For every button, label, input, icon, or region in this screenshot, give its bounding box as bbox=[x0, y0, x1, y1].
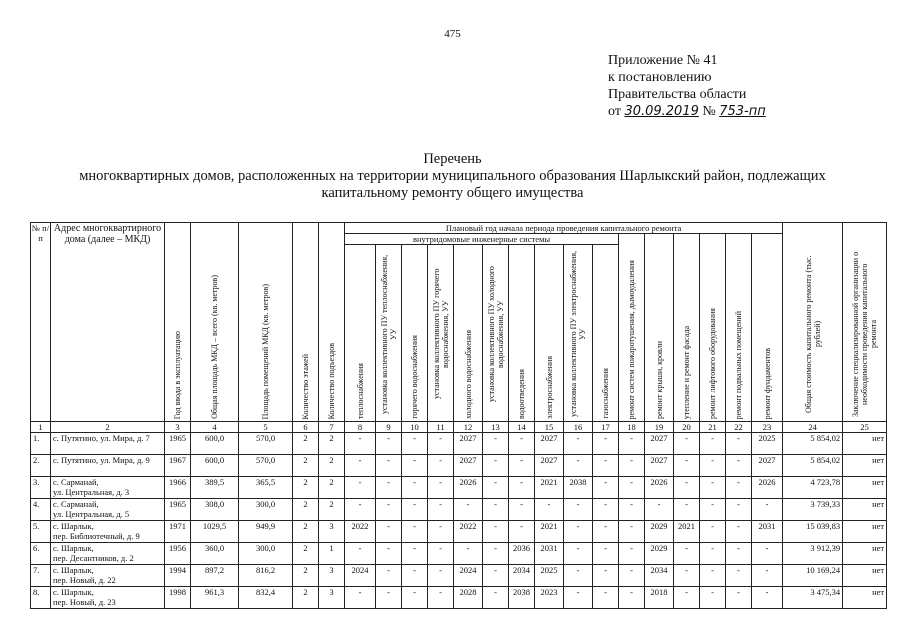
row-work-year: - bbox=[509, 499, 535, 521]
row-work-year: 2027 bbox=[535, 455, 564, 477]
column-number: 17 bbox=[593, 422, 619, 433]
row-floors: 2 bbox=[293, 499, 319, 521]
row-work-year: - bbox=[674, 499, 700, 521]
column-number: 5 bbox=[239, 422, 293, 433]
row-work-year: - bbox=[619, 587, 645, 609]
header-work-10: газоснабжения bbox=[593, 245, 619, 422]
row-work-year: 2027 bbox=[645, 433, 674, 455]
row-work-year: - bbox=[593, 565, 619, 587]
row-work-year: - bbox=[593, 543, 619, 565]
column-number: 10 bbox=[402, 422, 428, 433]
row-work-year: - bbox=[564, 455, 593, 477]
row-work-year: 2027 bbox=[454, 455, 483, 477]
row-work-year: - bbox=[674, 455, 700, 477]
row-work-year: - bbox=[619, 477, 645, 499]
row-work-year: - bbox=[726, 455, 752, 477]
table-row bbox=[31, 521, 887, 543]
row-year-built: 1965 bbox=[165, 499, 191, 521]
row-total-area: 961,3 bbox=[191, 587, 239, 609]
row-work-year: - bbox=[674, 565, 700, 587]
row-work-year: - bbox=[483, 433, 509, 455]
row-conclusion: нет bbox=[843, 455, 887, 477]
row-work-year: - bbox=[428, 499, 454, 521]
row-work-year: 2029 bbox=[645, 521, 674, 543]
row-premises-area: 832,4 bbox=[239, 587, 293, 609]
row-entrances: 1 bbox=[319, 543, 345, 565]
row-work-year: - bbox=[483, 543, 509, 565]
title-line-2: многоквартирных домов, расположенных на территории муниципального образования Шарлыкский район, подлежащих bbox=[79, 168, 826, 184]
row-premises-area: 365,5 bbox=[239, 477, 293, 499]
row-address bbox=[51, 455, 165, 477]
row-total-area: 600,0 bbox=[191, 455, 239, 477]
row-number: 8. bbox=[31, 587, 51, 609]
column-number: 4 bbox=[191, 422, 239, 433]
column-number: 6 bbox=[293, 422, 319, 433]
row-entrances: 2 bbox=[319, 477, 345, 499]
row-floors: 2 bbox=[293, 587, 319, 609]
row-cost: 4 723,78 bbox=[783, 477, 843, 499]
row-work-year: - bbox=[593, 521, 619, 543]
row-work-year: - bbox=[726, 543, 752, 565]
row-work-year: - bbox=[726, 521, 752, 543]
row-work-year: - bbox=[402, 587, 428, 609]
row-conclusion: нет bbox=[843, 521, 887, 543]
row-conclusion: нет bbox=[843, 587, 887, 609]
header-work-1: теплоснабжения bbox=[345, 245, 376, 422]
address-line-1: с. Шарлык, bbox=[53, 543, 94, 553]
row-work-year: 2027 bbox=[645, 455, 674, 477]
row-work-year: - bbox=[593, 587, 619, 609]
row-work-year: - bbox=[726, 587, 752, 609]
appendix-number: 753-пп bbox=[719, 104, 766, 119]
appendix-line-1: Приложение № 41 bbox=[608, 53, 718, 68]
row-premises-area: 300,0 bbox=[239, 543, 293, 565]
row-work-year: - bbox=[402, 543, 428, 565]
housing-register-table bbox=[30, 222, 887, 609]
row-work-year: - bbox=[674, 433, 700, 455]
column-number: 12 bbox=[454, 422, 483, 433]
column-number: 15 bbox=[535, 422, 564, 433]
row-work-year: 2027 bbox=[535, 433, 564, 455]
row-cost: 5 854,02 bbox=[783, 455, 843, 477]
row-work-year: - bbox=[509, 455, 535, 477]
row-address bbox=[51, 477, 165, 499]
table-row bbox=[31, 499, 887, 521]
document-title bbox=[0, 151, 905, 202]
column-number: 25 bbox=[843, 422, 887, 433]
row-work-year: - bbox=[619, 521, 645, 543]
address-line-2: пер. Новый, д. 22 bbox=[53, 575, 116, 585]
header-cost: Общая стоимость капитального ремонта (тыс. рублей) bbox=[783, 223, 843, 422]
row-work-year: - bbox=[376, 433, 402, 455]
row-total-area: 308,0 bbox=[191, 499, 239, 521]
column-number-row bbox=[31, 422, 887, 433]
row-address bbox=[51, 565, 165, 587]
row-address bbox=[51, 499, 165, 521]
row-entrances: 3 bbox=[319, 565, 345, 587]
row-year-built: 1965 bbox=[165, 433, 191, 455]
row-number: 7. bbox=[31, 565, 51, 587]
address-line-1: с. Сарманай, bbox=[53, 477, 99, 487]
header-work-4: установка коллективного ПУ горячего водоснабжения, УУ bbox=[428, 245, 454, 422]
row-work-year: - bbox=[564, 587, 593, 609]
column-number: 1 bbox=[31, 422, 51, 433]
column-number: 7 bbox=[319, 422, 345, 433]
row-work-year: - bbox=[674, 587, 700, 609]
row-work-year: - bbox=[726, 565, 752, 587]
table-row bbox=[31, 587, 887, 609]
row-address bbox=[51, 543, 165, 565]
row-entrances: 2 bbox=[319, 433, 345, 455]
row-work-year: - bbox=[593, 477, 619, 499]
row-work-year: 2021 bbox=[674, 521, 700, 543]
row-work-year: - bbox=[645, 499, 674, 521]
row-work-year: - bbox=[674, 477, 700, 499]
row-work-year: 2026 bbox=[752, 477, 783, 499]
header-entrances: Количество подъездов bbox=[319, 223, 345, 422]
row-work-year: - bbox=[700, 455, 726, 477]
row-work-year: - bbox=[619, 499, 645, 521]
row-work-year: 2034 bbox=[645, 565, 674, 587]
column-number: 9 bbox=[376, 422, 402, 433]
row-work-year: - bbox=[428, 455, 454, 477]
row-work-year: 2023 bbox=[535, 587, 564, 609]
row-conclusion: нет bbox=[843, 543, 887, 565]
header-conclusion: Заключение специализированной организации о необходимости проведения капитального ремонта bbox=[843, 223, 887, 422]
header-work-6: установка коллективного ПУ холодного водоснабжения, УУ bbox=[483, 245, 509, 422]
header-work-5: холодного водоснабжения bbox=[454, 245, 483, 422]
appendix-number-sign: № bbox=[702, 104, 716, 119]
row-work-year: - bbox=[483, 521, 509, 543]
row-work-year: - bbox=[428, 477, 454, 499]
row-work-year: - bbox=[483, 477, 509, 499]
row-work-year: - bbox=[564, 499, 593, 521]
header-total-area: Общая площадь МКД – всего (кв. метров) bbox=[191, 223, 239, 422]
table-row bbox=[31, 565, 887, 587]
appendix-line-3: Правительства области bbox=[608, 87, 747, 102]
row-work-year: - bbox=[619, 433, 645, 455]
row-work-year: 2036 bbox=[509, 543, 535, 565]
column-number: 2 bbox=[51, 422, 165, 433]
row-work-year: - bbox=[428, 587, 454, 609]
row-premises-area: 816,2 bbox=[239, 565, 293, 587]
row-cost: 15 039,83 bbox=[783, 521, 843, 543]
column-number: 18 bbox=[619, 422, 645, 433]
row-work-year: 2026 bbox=[454, 477, 483, 499]
row-total-area: 600,0 bbox=[191, 433, 239, 455]
header-work-16: ремонт фундаментов bbox=[752, 234, 783, 422]
row-conclusion: нет bbox=[843, 477, 887, 499]
row-address bbox=[51, 587, 165, 609]
row-work-year: 2018 bbox=[645, 587, 674, 609]
row-conclusion: нет bbox=[843, 565, 887, 587]
row-floors: 2 bbox=[293, 477, 319, 499]
row-work-year: - bbox=[619, 565, 645, 587]
appendix-date: 30.09.2019 bbox=[624, 104, 699, 119]
row-year-built: 1971 bbox=[165, 521, 191, 543]
row-work-year: - bbox=[674, 543, 700, 565]
row-total-area: 1029,5 bbox=[191, 521, 239, 543]
header-engineering-systems: внутридомовые инженерные системы bbox=[345, 234, 619, 245]
row-work-year: - bbox=[402, 477, 428, 499]
row-work-year: - bbox=[564, 543, 593, 565]
column-number: 24 bbox=[783, 422, 843, 433]
row-number: 2. bbox=[31, 455, 51, 477]
row-work-year: - bbox=[700, 587, 726, 609]
row-work-year: 2038 bbox=[564, 477, 593, 499]
header-work-12: ремонт крыши, кровли bbox=[645, 234, 674, 422]
row-work-year: - bbox=[454, 543, 483, 565]
title-line-1: Перечень bbox=[423, 151, 482, 167]
column-number: 19 bbox=[645, 422, 674, 433]
table-row bbox=[31, 433, 887, 455]
row-work-year: - bbox=[509, 433, 535, 455]
row-work-year: - bbox=[345, 433, 376, 455]
row-work-year: - bbox=[726, 433, 752, 455]
header-floors: Количество этажей bbox=[293, 223, 319, 422]
header-work-14: ремонт лифтового оборудования bbox=[700, 234, 726, 422]
row-work-year: - bbox=[535, 499, 564, 521]
column-number: 14 bbox=[509, 422, 535, 433]
row-work-year: - bbox=[619, 455, 645, 477]
row-floors: 2 bbox=[293, 433, 319, 455]
row-work-year: 2031 bbox=[535, 543, 564, 565]
row-work-year: - bbox=[752, 499, 783, 521]
appendix-date-prefix: от bbox=[608, 104, 621, 119]
column-number: 23 bbox=[752, 422, 783, 433]
row-work-year: 2021 bbox=[535, 521, 564, 543]
row-work-year: - bbox=[402, 565, 428, 587]
row-work-year: - bbox=[752, 587, 783, 609]
address-line-1: с. Шарлык, bbox=[53, 587, 94, 597]
row-work-year: - bbox=[345, 499, 376, 521]
row-work-year: - bbox=[402, 455, 428, 477]
row-work-year: 2038 bbox=[509, 587, 535, 609]
appendix-header bbox=[608, 52, 766, 120]
row-entrances: 3 bbox=[319, 521, 345, 543]
row-cost: 3 475,34 bbox=[783, 587, 843, 609]
row-work-year: - bbox=[700, 433, 726, 455]
row-work-year: - bbox=[345, 477, 376, 499]
column-number: 3 bbox=[165, 422, 191, 433]
row-number: 3. bbox=[31, 477, 51, 499]
row-work-year: 2031 bbox=[752, 521, 783, 543]
row-work-year: - bbox=[345, 587, 376, 609]
row-work-year: 2022 bbox=[345, 521, 376, 543]
row-work-year: - bbox=[428, 543, 454, 565]
row-work-year: - bbox=[509, 477, 535, 499]
header-address: Адрес многоквартирного дома (далее – МКД) bbox=[51, 223, 165, 422]
row-work-year: - bbox=[376, 521, 402, 543]
header-year-built: Год ввода в эксплуатацию bbox=[165, 223, 191, 422]
address-line-2: ул. Центральная, д. 5 bbox=[53, 509, 130, 519]
row-work-year: - bbox=[700, 477, 726, 499]
row-work-year: 2028 bbox=[454, 587, 483, 609]
address-line-1: с. Шарлык, bbox=[53, 565, 94, 575]
row-entrances: 2 bbox=[319, 455, 345, 477]
row-work-year: 2034 bbox=[509, 565, 535, 587]
row-premises-area: 570,0 bbox=[239, 433, 293, 455]
row-year-built: 1998 bbox=[165, 587, 191, 609]
row-work-year: - bbox=[593, 499, 619, 521]
row-work-year: - bbox=[483, 499, 509, 521]
address-line-2: пер. Десантников, д. 2 bbox=[53, 553, 134, 563]
header-num: № п/п bbox=[31, 223, 51, 422]
row-work-year: - bbox=[593, 455, 619, 477]
row-number: 5. bbox=[31, 521, 51, 543]
row-work-year: - bbox=[726, 477, 752, 499]
row-premises-area: 570,0 bbox=[239, 455, 293, 477]
row-work-year: 2027 bbox=[454, 433, 483, 455]
column-number: 13 bbox=[483, 422, 509, 433]
row-work-year: - bbox=[345, 455, 376, 477]
row-work-year: - bbox=[483, 565, 509, 587]
row-entrances: 2 bbox=[319, 499, 345, 521]
row-work-year: 2026 bbox=[645, 477, 674, 499]
row-work-year: - bbox=[483, 455, 509, 477]
row-work-year: - bbox=[376, 477, 402, 499]
table-row bbox=[31, 543, 887, 565]
row-total-area: 360,0 bbox=[191, 543, 239, 565]
row-work-year: - bbox=[483, 587, 509, 609]
row-cost: 10 169,24 bbox=[783, 565, 843, 587]
row-work-year: - bbox=[564, 565, 593, 587]
row-work-year: 2025 bbox=[752, 433, 783, 455]
row-work-year: - bbox=[619, 543, 645, 565]
table-row bbox=[31, 477, 887, 499]
address-line-1: с. Шарлык, bbox=[53, 521, 94, 531]
column-number: 11 bbox=[428, 422, 454, 433]
address-line-2: пер. Новый, д. 23 bbox=[53, 597, 116, 607]
row-address bbox=[51, 521, 165, 543]
row-work-year: - bbox=[376, 499, 402, 521]
row-work-year: - bbox=[454, 499, 483, 521]
table-row bbox=[31, 455, 887, 477]
row-total-area: 897,2 bbox=[191, 565, 239, 587]
address-line-1: с. Путятино, ул. Мира, д. 7 bbox=[53, 433, 150, 443]
row-work-year: - bbox=[402, 499, 428, 521]
column-number: 8 bbox=[345, 422, 376, 433]
header-work-9: установка коллективного ПУ электроснабжения, УУ bbox=[564, 245, 593, 422]
row-work-year: - bbox=[700, 499, 726, 521]
row-cost: 5 854,02 bbox=[783, 433, 843, 455]
row-work-year: 2021 bbox=[535, 477, 564, 499]
appendix-line-4 bbox=[608, 103, 766, 120]
row-work-year: - bbox=[376, 543, 402, 565]
column-number: 20 bbox=[674, 422, 700, 433]
row-premises-area: 300,0 bbox=[239, 499, 293, 521]
column-number: 16 bbox=[564, 422, 593, 433]
row-year-built: 1994 bbox=[165, 565, 191, 587]
header-work-7: водоотведения bbox=[509, 245, 535, 422]
row-year-built: 1967 bbox=[165, 455, 191, 477]
row-work-year: - bbox=[726, 499, 752, 521]
row-year-built: 1966 bbox=[165, 477, 191, 499]
row-work-year: - bbox=[700, 521, 726, 543]
row-work-year: - bbox=[509, 521, 535, 543]
row-work-year: - bbox=[428, 565, 454, 587]
address-line-2: ул. Центральная, д. 3 bbox=[53, 487, 130, 497]
row-work-year: - bbox=[700, 543, 726, 565]
row-number: 6. bbox=[31, 543, 51, 565]
title-line-3: капитальному ремонту общего имущества bbox=[321, 185, 584, 201]
row-premises-area: 949,9 bbox=[239, 521, 293, 543]
row-work-year: - bbox=[564, 521, 593, 543]
row-address bbox=[51, 433, 165, 455]
row-work-year: 2022 bbox=[454, 521, 483, 543]
row-work-year: - bbox=[376, 587, 402, 609]
header-work-8: электроснабжения bbox=[535, 245, 564, 422]
header-work-11: ремонт систем пожаротушения, дымоудаления bbox=[619, 234, 645, 422]
row-work-year: 2024 bbox=[345, 565, 376, 587]
row-conclusion: нет bbox=[843, 499, 887, 521]
row-work-year: - bbox=[752, 565, 783, 587]
row-floors: 2 bbox=[293, 455, 319, 477]
row-work-year: - bbox=[402, 433, 428, 455]
header-planned-year: Плановый год начала периода проведения капитального ремонта bbox=[345, 223, 783, 234]
row-floors: 2 bbox=[293, 521, 319, 543]
row-floors: 2 bbox=[293, 543, 319, 565]
row-work-year: 2029 bbox=[645, 543, 674, 565]
row-cost: 3 739,33 bbox=[783, 499, 843, 521]
row-work-year: - bbox=[428, 521, 454, 543]
row-work-year: 2027 bbox=[752, 455, 783, 477]
row-work-year: - bbox=[593, 433, 619, 455]
column-number: 22 bbox=[726, 422, 752, 433]
row-work-year: 2024 bbox=[454, 565, 483, 587]
header-work-13: утепление и ремонт фасада bbox=[674, 234, 700, 422]
row-floors: 2 bbox=[293, 565, 319, 587]
row-number: 4. bbox=[31, 499, 51, 521]
row-work-year: - bbox=[428, 433, 454, 455]
row-year-built: 1956 bbox=[165, 543, 191, 565]
address-line-1: с. Путятино, ул. Мира, д. 9 bbox=[53, 455, 150, 465]
row-work-year: - bbox=[345, 543, 376, 565]
row-work-year: - bbox=[752, 543, 783, 565]
header-work-3: горячего водоснабжения bbox=[402, 245, 428, 422]
row-entrances: 3 bbox=[319, 587, 345, 609]
row-work-year: - bbox=[700, 565, 726, 587]
row-conclusion: нет bbox=[843, 433, 887, 455]
row-work-year: 2025 bbox=[535, 565, 564, 587]
row-total-area: 389,5 bbox=[191, 477, 239, 499]
appendix-line-2: к постановлению bbox=[608, 70, 712, 85]
row-work-year: - bbox=[564, 433, 593, 455]
row-work-year: - bbox=[376, 565, 402, 587]
row-work-year: - bbox=[376, 455, 402, 477]
column-number: 21 bbox=[700, 422, 726, 433]
row-cost: 3 912,39 bbox=[783, 543, 843, 565]
header-work-2: установка коллективного ПУ теплоснабжения, УУ bbox=[376, 245, 402, 422]
row-number: 1. bbox=[31, 433, 51, 455]
header-work-15: ремонт подвальных помещений bbox=[726, 234, 752, 422]
address-line-2: пер. Библиотечный, д. 9 bbox=[53, 531, 140, 541]
row-work-year: - bbox=[402, 521, 428, 543]
address-line-1: с. Сарманай, bbox=[53, 499, 99, 509]
header-premises-area: Площадь помещений МКД (кв. метров) bbox=[239, 223, 293, 422]
page-number: 475 bbox=[444, 28, 461, 40]
